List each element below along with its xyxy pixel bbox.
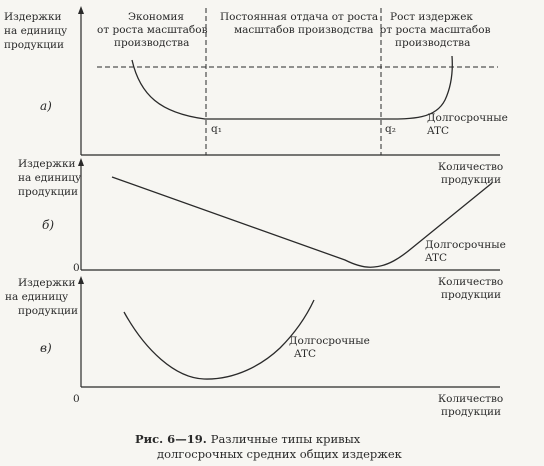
panel-c-y-label-line1: Издержки — [18, 277, 76, 289]
panel-a-curve-label-line1: Долгосрочные — [427, 112, 508, 124]
panel-b-y-label-line1: Издержки — [18, 158, 76, 170]
panel-c — [5, 276, 503, 418]
panel-b-y-label-line3: продукции — [18, 186, 78, 198]
panel-a-curve-label-line2: ATC — [427, 125, 450, 137]
panel-b-origin: 0 — [73, 262, 80, 274]
caption-line1 — [135, 432, 361, 446]
figure-caption — [135, 432, 403, 461]
panel-c-x-label-line1: Количество — [438, 393, 504, 405]
panel-a-long-run-atc-curve — [132, 56, 452, 119]
panel-a-region-left-line1: Экономия — [128, 11, 185, 23]
panel-c-y-label-line3: продукции — [18, 305, 78, 317]
panel-a-y-axis-arrow — [78, 6, 84, 14]
panel-b-x-label-line2: продукции — [441, 174, 501, 186]
caption-line2: долгосрочных средних общих издержек — [157, 447, 402, 461]
panel-a-region-middle-line2: масштабов производства — [234, 24, 374, 36]
panel-c-y-axis-arrow — [78, 276, 84, 284]
panel-c-x-label-top-line1: Количество — [438, 276, 504, 288]
panel-a-q2-label: q₂ — [385, 123, 396, 135]
panel-a-region-middle-line1: Постоянная отдача от роста — [220, 11, 379, 23]
panel-a-q1-label: q₁ — [211, 123, 222, 135]
panel-c-y-label-line2: на единицу — [5, 291, 69, 303]
panel-b-y-label-line2: на единицу — [18, 172, 82, 184]
panel-b-y-axis-arrow — [78, 158, 84, 166]
panel-a-y-label-line2: на единицу — [4, 25, 68, 37]
panel-c-x-label-line2: продукции — [441, 406, 501, 418]
panel-a — [4, 6, 508, 155]
panel-a-letter: а) — [40, 99, 52, 113]
panel-a-region-right-line2: от роста масштабов — [380, 24, 491, 36]
panel-b — [18, 158, 506, 274]
panel-a-region-right-line3: производства — [395, 37, 471, 49]
panel-a-y-label-line3: продукции — [4, 39, 64, 51]
panel-c-curve-label-line1: Долгосрочные — [289, 335, 370, 347]
panel-c-long-run-atc-curve — [124, 300, 317, 379]
panel-a-region-right-line1: Рост издержек — [390, 11, 473, 23]
panel-c-curve-label-line2: ATC — [294, 348, 317, 360]
panel-c-origin: 0 — [73, 393, 80, 405]
panel-c-x-label-top-line2: продукции — [441, 289, 501, 301]
panel-b-curve-label-line2: ATC — [425, 252, 448, 264]
panel-c-letter: в) — [40, 341, 52, 355]
panel-b-letter: б) — [42, 218, 55, 232]
panel-b-curve-label-line1: Долгосрочные — [425, 239, 506, 251]
panel-b-x-label-line1: Количество — [438, 161, 504, 173]
caption-prefix: Рис. 6—19. — [135, 432, 207, 446]
panel-a-y-label-line1: Издержки — [4, 11, 62, 23]
panel-a-region-left-line2: от роста масштабов — [97, 24, 208, 36]
panel-a-region-left-line3: производства — [114, 37, 190, 49]
caption-text-1: Различные типы кривых — [210, 432, 361, 446]
